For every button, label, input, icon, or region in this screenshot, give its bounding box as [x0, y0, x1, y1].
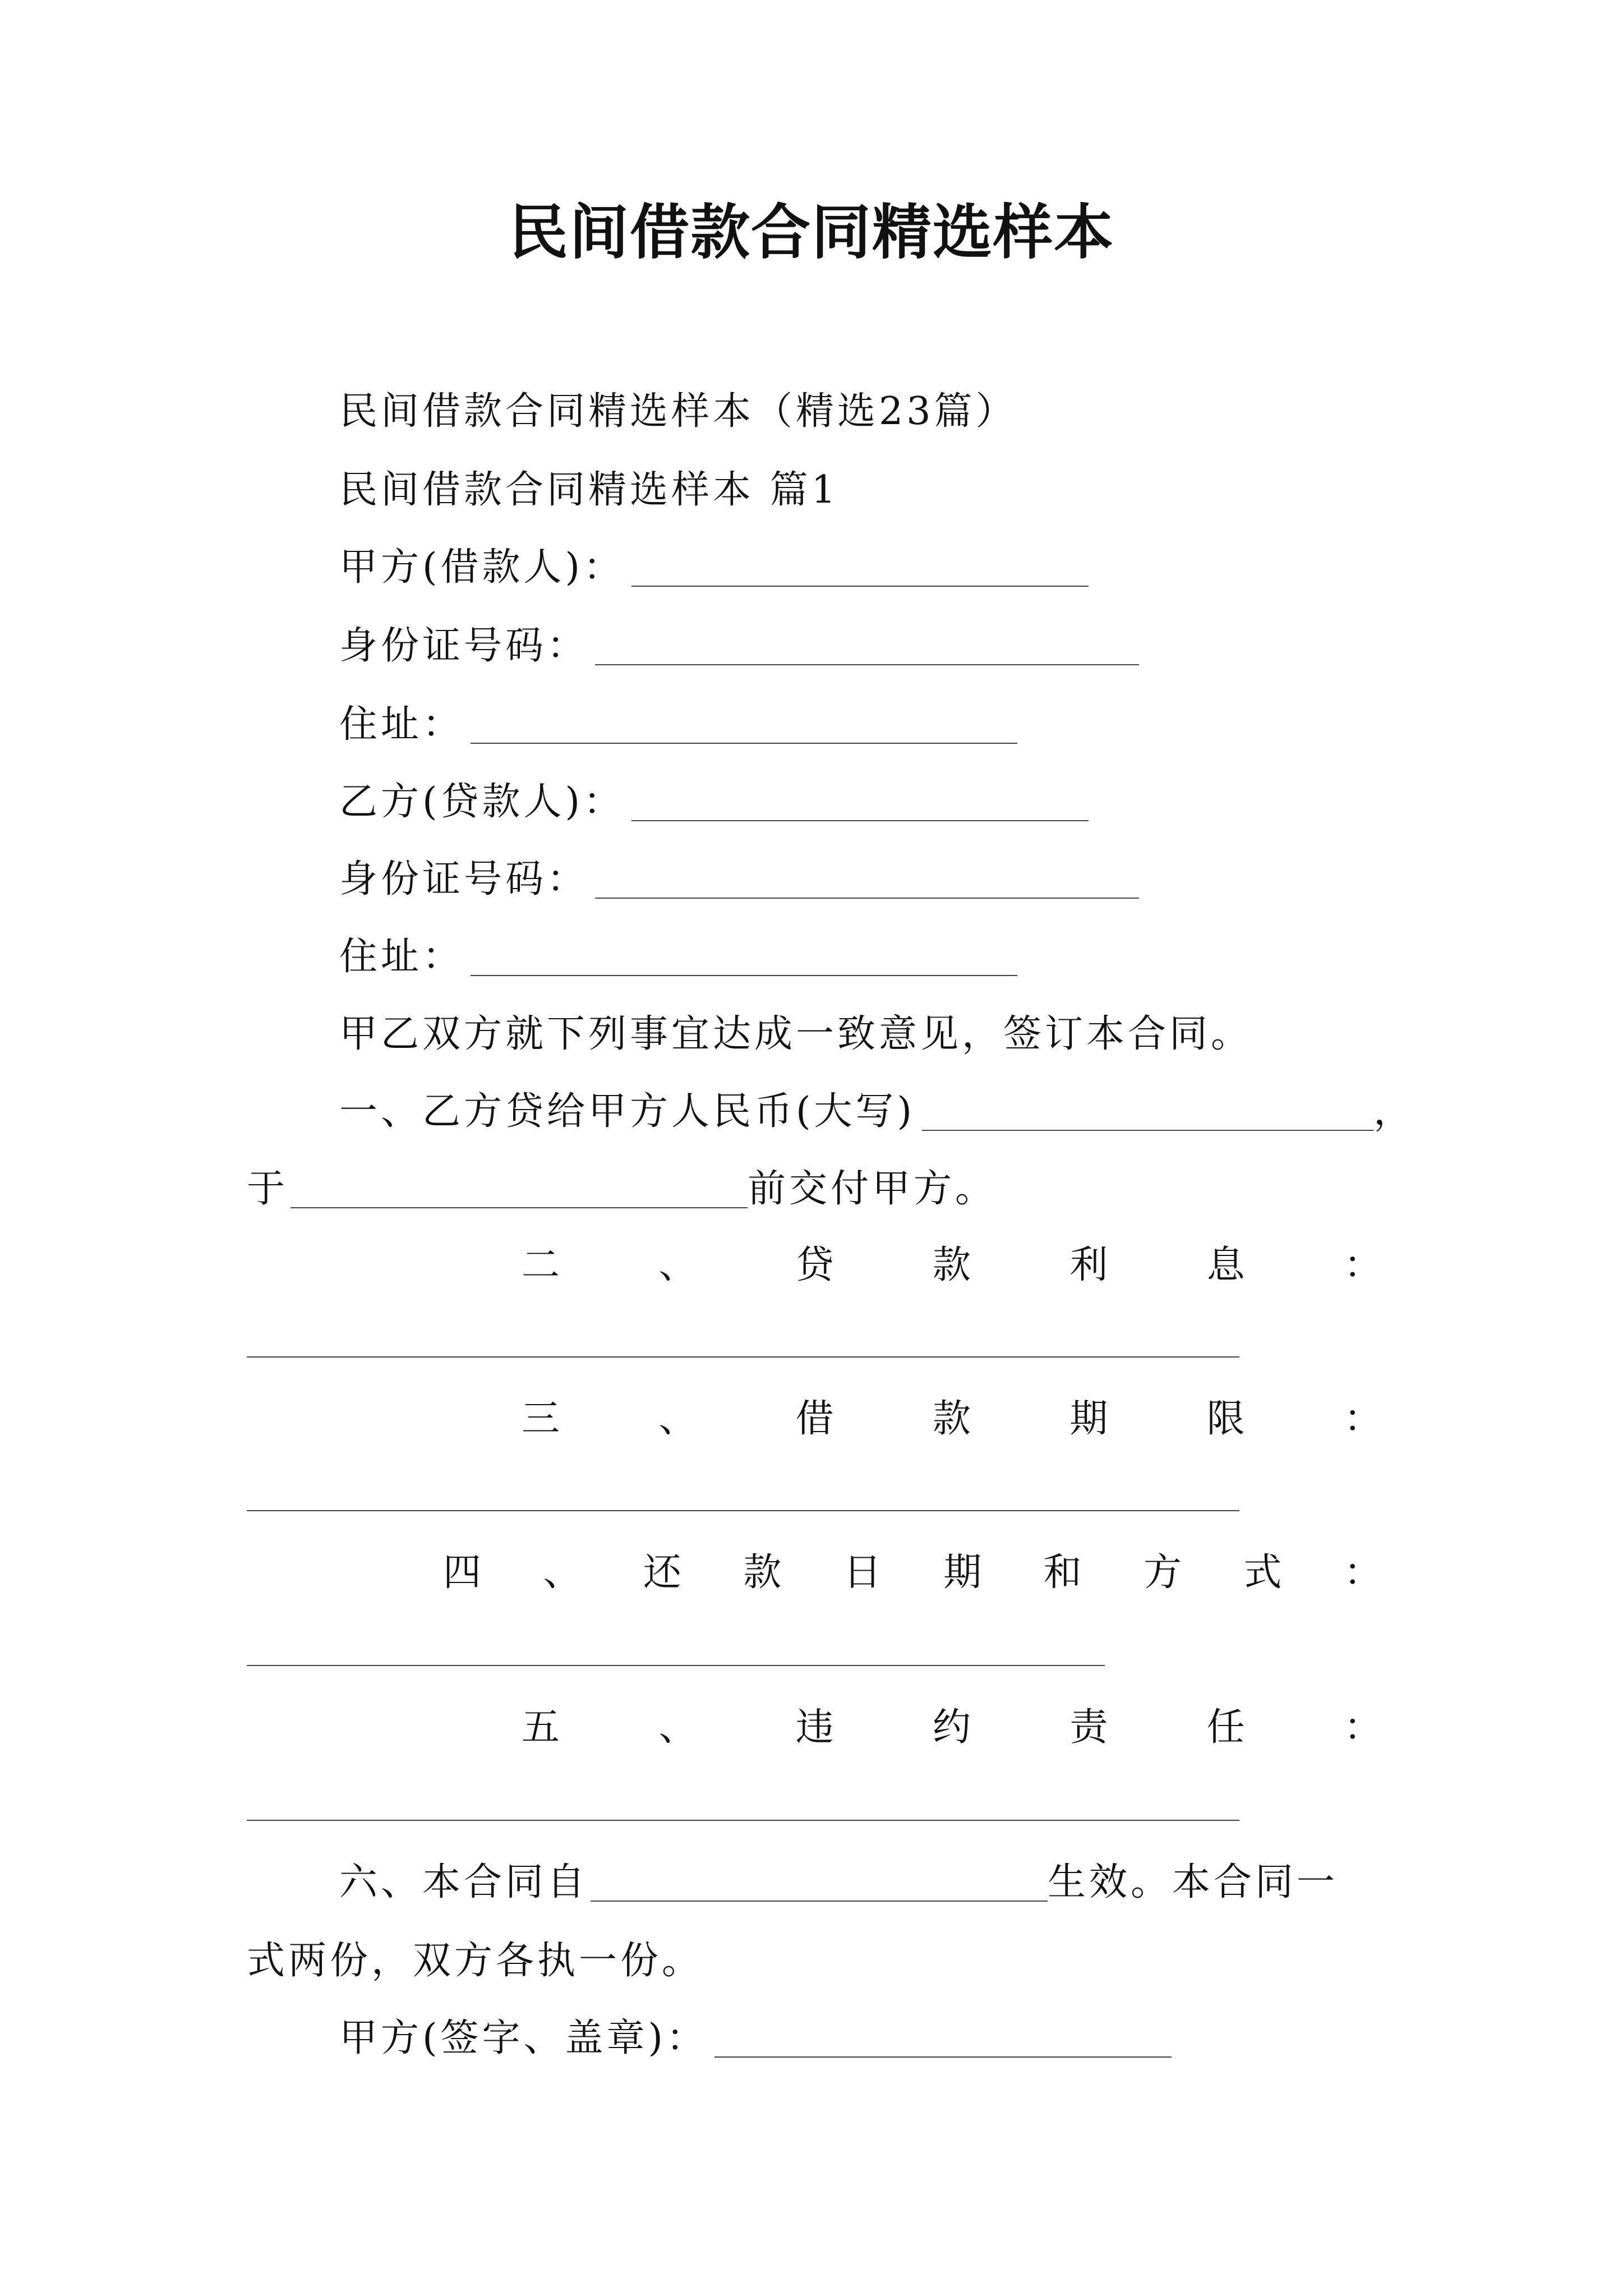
clause-2-char: 利	[1069, 1243, 1108, 1287]
delivery-date-blank[interactable]	[291, 1175, 748, 1208]
clause-4-char: 款	[743, 1550, 782, 1595]
clause-1-text: 一、乙方贷给甲方人民币(大写)	[339, 1089, 916, 1134]
clause-3-char: 期	[1069, 1397, 1108, 1441]
clause-2-char: 、	[658, 1243, 697, 1287]
addr-b-row	[339, 935, 1017, 979]
clause-5-char: 、	[658, 1705, 697, 1750]
addr-a-label: 住址：	[339, 702, 464, 747]
clause-4-char: 、	[543, 1550, 582, 1595]
clause-5-char: 五	[522, 1705, 560, 1750]
clause-2-char: 款	[932, 1243, 971, 1287]
effective-date-blank[interactable]	[591, 1868, 1048, 1902]
clause-3-char: 三	[522, 1397, 560, 1441]
heading-article-1: 民间借款合同精选样本 篇1	[339, 468, 839, 512]
clause-4-char: ：	[1343, 1550, 1382, 1595]
id-a-label: 身份证号码：	[339, 624, 589, 668]
clause-4-char: 四	[443, 1550, 482, 1595]
sign-a-label: 甲方(签字、盖章)：	[339, 2016, 708, 2060]
heading-all: 民间借款合同精选样本（精选23篇）	[339, 389, 1017, 434]
clause-5-char: 违	[795, 1705, 834, 1750]
clause-4-heading	[443, 1550, 1382, 1595]
clause-1-line-1	[339, 1089, 1415, 1134]
id-b-blank[interactable]	[595, 865, 1139, 899]
clause-3-blank[interactable]	[247, 1510, 1239, 1511]
addr-a-row	[339, 702, 1017, 747]
clause-4-char: 方	[1144, 1550, 1182, 1595]
clause-3-char: 借	[795, 1397, 834, 1441]
clause-3-char: ：	[1343, 1397, 1382, 1441]
clause-3-char: 款	[932, 1397, 971, 1441]
party-a-blank[interactable]	[631, 553, 1089, 587]
id-a-blank[interactable]	[595, 632, 1139, 665]
clause-2-blank[interactable]	[247, 1356, 1239, 1358]
clause-1-comma: ，	[1373, 1089, 1415, 1134]
clause-3-char: 限	[1206, 1397, 1245, 1441]
sign-a-row	[339, 2016, 1172, 2060]
clause-4-char: 还	[643, 1550, 681, 1595]
clause-1-line-2	[247, 1167, 997, 1211]
clause-2-char: 贷	[795, 1243, 834, 1287]
clause-2-char: ：	[1343, 1243, 1382, 1287]
clause-2-char: 息	[1206, 1243, 1245, 1287]
clause-4-char: 式	[1243, 1550, 1282, 1595]
clause-1-suffix: 前交付甲方。	[748, 1167, 997, 1211]
party-b-blank[interactable]	[631, 788, 1089, 821]
clause-2-char: 二	[522, 1243, 560, 1287]
clause-5-heading	[522, 1705, 1382, 1750]
addr-b-blank[interactable]	[471, 942, 1017, 976]
clause-6-text: 六、本合同自	[339, 1860, 589, 1904]
document-title: 民间借款合同精选样本	[509, 197, 1114, 267]
clause-4-blank[interactable]	[247, 1665, 1105, 1666]
addr-a-blank[interactable]	[471, 710, 1017, 744]
clause-4-char: 期	[943, 1550, 982, 1595]
clause-2-heading	[522, 1243, 1382, 1287]
agreement-statement: 甲乙双方就下列事宜达成一致意见，签订本合同。	[339, 1012, 1253, 1056]
clause-6-line-1	[339, 1860, 1339, 1904]
clause-5-char: 责	[1069, 1705, 1108, 1750]
party-b-label: 乙方(贷款人)：	[339, 780, 625, 824]
clause-5-char: 任	[1206, 1705, 1245, 1750]
addr-b-label: 住址：	[339, 935, 464, 979]
clause-3-char: 、	[658, 1397, 697, 1441]
id-b-label: 身份证号码：	[339, 857, 589, 901]
sign-a-blank[interactable]	[714, 2024, 1172, 2058]
clause-4-char: 和	[1043, 1550, 1082, 1595]
clause-5-blank[interactable]	[247, 1820, 1239, 1821]
id-a-row	[339, 624, 1139, 668]
loan-amount-blank[interactable]	[922, 1097, 1373, 1131]
clause-6-suffix: 生效。本合同一	[1048, 1860, 1339, 1904]
clause-3-heading	[522, 1397, 1382, 1441]
clause-1-prefix: 于	[247, 1167, 289, 1211]
party-a-row	[339, 545, 1089, 590]
clause-6-line-2: 式两份，双方各执一份。	[247, 1939, 704, 1983]
id-b-row	[339, 857, 1139, 901]
party-a-label: 甲方(借款人)：	[339, 545, 625, 590]
clause-4-char: 日	[843, 1550, 882, 1595]
clause-5-char: 约	[932, 1705, 971, 1750]
clause-5-char: ：	[1343, 1705, 1382, 1750]
party-b-row	[339, 780, 1089, 824]
